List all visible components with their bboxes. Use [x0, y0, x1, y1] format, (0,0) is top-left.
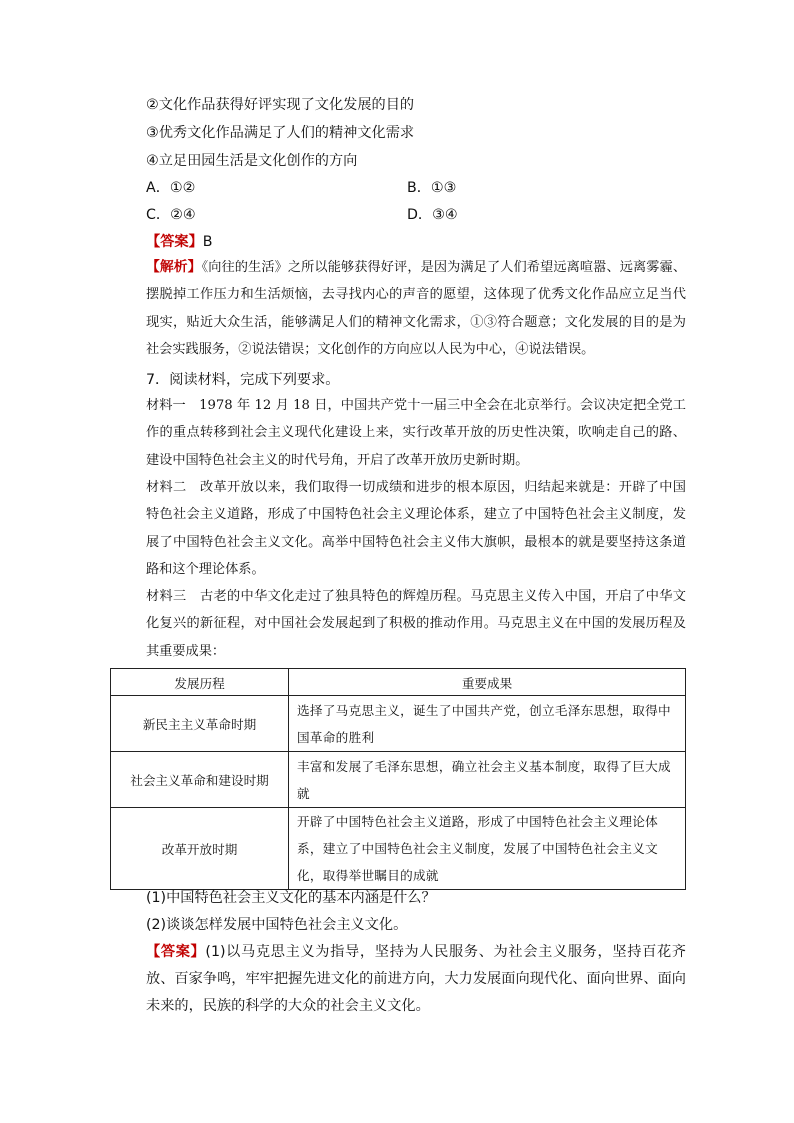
analysis-tag: 【解析】: [146, 259, 202, 275]
table-cell-result: 丰富和发展了毛泽东思想，确立社会主义基本制度，取得了巨大成就: [289, 752, 686, 808]
answer2-text: (1)以马克思主义为指导，坚持为人民服务、为社会主义服务，坚持百花齐放、百家争鸣，牢牢把握先进文化的前进方向，大力发展面向现代化、面向世界、面向未来的，民族的科学的大众的社会主义文化。: [146, 944, 686, 1014]
answer-tag: 【答案】: [146, 234, 203, 250]
material-three-text: 材料三 古老的中华文化走过了独具特色的辉煌历程。马克思主义传入中国，开启了中华文化复兴的新征程，对中国社会发展起到了积极的推动作用。马克思主义在中国的发展历程及其重要成果：: [146, 589, 686, 659]
development-table: [110, 668, 686, 890]
choice-c: C．②④: [146, 207, 196, 223]
table-row: [111, 752, 686, 808]
option-line-4: ④立足田园生活是文化创作的方向: [146, 153, 358, 169]
material-one-text: 材料一 1978 年 12 月 18 日，中国共产党十一届三中全会在北京举行。会议决定把全党工作的重点转移到社会主义现代化建设上来，实行改革开放的历史性决策，吹响走自己的路、建设中国特色社会主义的时代号角，开启了改革开放历史新时期。: [146, 398, 686, 468]
table-cell-stage: 改革开放时期: [111, 808, 289, 890]
table-cell-result: 选择了马克思主义，诞生了中国共产党，创立毛泽东思想，取得中国革命的胜利: [289, 696, 686, 752]
material-two-text: 材料二 改革开放以来，我们取得一切成绩和进步的根本原因，归结起来就是：开辟了中国特色社会主义道路，形成了中国特色社会主义理论体系，建立了中国特色社会主义制度，发展了中国特色社会主义文化。高举中国特色社会主义伟大旗帜，最根本的就是要坚持这条道路和这个理论体系。: [146, 480, 686, 578]
sub-question-2: (2)谈谈怎样发展中国特色社会主义文化。: [146, 917, 408, 933]
question-7: 7．阅读材料，完成下列要求。: [146, 372, 340, 388]
answer-value: B: [202, 234, 213, 250]
table-cell-result: 开辟了中国特色社会主义道路，形成了中国特色社会主义理论体系，建立了中国特色社会主义制度，发展了中国特色社会主义文化，取得举世瞩目的成就: [289, 808, 686, 890]
answer-paragraph: [122, 939, 686, 1020]
material-two: [122, 474, 686, 584]
table-cell-stage: 新民主主义革命时期: [111, 696, 289, 752]
table-cell-stage: 社会主义革命和建设时期: [111, 752, 289, 808]
table-row: [111, 808, 686, 890]
choice-b: B．①③: [407, 180, 457, 196]
analysis-paragraph: [122, 254, 686, 364]
answer2-tag: 【答案】: [146, 944, 206, 960]
option-line-2: ②文化作品获得好评实现了文化发展的目的: [146, 97, 415, 113]
material-one: [122, 392, 686, 474]
table-header-stage: 发展历程: [111, 669, 289, 696]
table-header-row: [111, 669, 686, 696]
material-three: [122, 583, 686, 665]
choice-d: D．③④: [407, 207, 458, 223]
option-line-3: ③优秀文化作品满足了人们的精神文化需求: [146, 125, 415, 141]
sub-question-1: (1)中国特色社会主义文化的基本内涵是什么？: [146, 890, 436, 906]
answer-line: [146, 232, 213, 252]
analysis-text: 《向往的生活》之所以能够获得好评，是因为满足了人们希望远离喧嚣、远离雾霾、摆脱掉工作压力和生活烦恼，去寻找内心的声音的愿望，这体现了优秀文化作品应立足当代现实，贴近大众生活，能够满足人们的精神文化需求，①③符合题意；文化发展的目的是为社会实践服务，②说法错误；文化创作的方向应以人民为中心，④说法错误。: [146, 260, 687, 358]
table-row: [111, 696, 686, 752]
choice-a: A．①②: [146, 180, 196, 196]
table-header-result: 重要成果: [289, 669, 686, 696]
